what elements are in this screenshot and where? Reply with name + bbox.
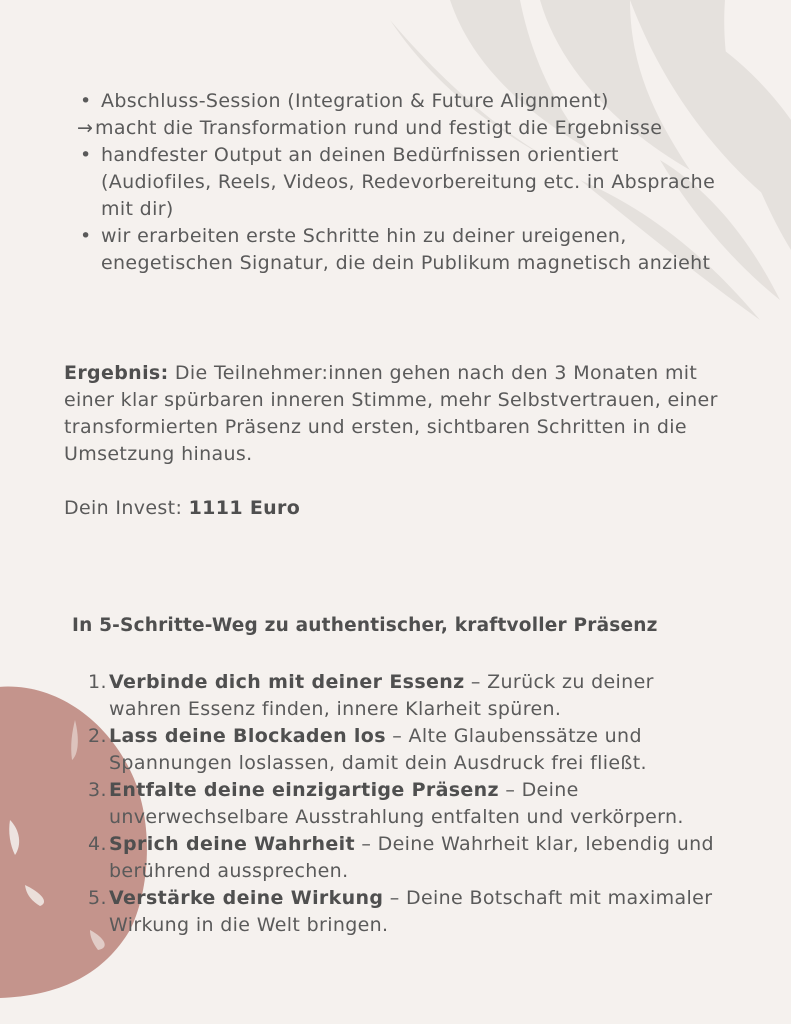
step-text: – Deine Wahrheit klar, lebendig und berührend aussprechen. <box>109 833 714 882</box>
list-item <box>88 723 728 777</box>
step-number: 3. <box>88 779 107 801</box>
list-item: • Abschluss-Session (Integration & Future Alignment) <box>80 88 720 115</box>
step-title: Verstärke deine Wirkung <box>109 887 384 909</box>
list-item: • handfester Output an deinen Bedürfnissen orientiert (Audiofiles, Reels, Videos, Redevorbereitung etc. in Absprache mit dir) <box>80 144 716 220</box>
list-item: • wir erarbeiten erste Schritte hin zu deiner ureigenen, enegetischen Signatur, die dein Publikum magnetisch anzieht <box>80 225 711 274</box>
result-text: Die Teilnehmer:innen gehen nach den 3 Monaten mit einer klar spürbaren inneren Stimme, mehr Selbstvertrauen, einer transformierten Präsenz und ersten, sichtbaren Schritten in die Umsetzung hinaus. <box>64 362 718 465</box>
step-title: Verbinde dich mit deiner Essenz <box>109 671 465 693</box>
feature-list <box>77 88 720 277</box>
step-number: 2. <box>88 725 107 747</box>
steps-list <box>88 669 728 939</box>
list-item <box>88 669 728 723</box>
step-text: – Zurück zu deiner wahren Essenz finden, innere Klarheit spüren. <box>109 671 654 720</box>
list-item <box>88 777 728 831</box>
steps-heading: In 5-Schritte-Weg zu authentischer, kraftvoller Präsenz <box>72 615 658 636</box>
bullet-icon: • <box>80 90 92 112</box>
list-item <box>88 831 728 885</box>
result-label: Ergebnis: <box>64 362 169 384</box>
step-text: – Alte Glaubenssätze und Spannungen loslassen, damit dein Ausdruck frei fließt. <box>109 725 647 774</box>
invest-line <box>64 495 664 522</box>
bullet-icon: • <box>80 144 92 166</box>
invest-value: 1111 Euro <box>188 497 301 519</box>
list-item <box>88 885 728 939</box>
result-paragraph <box>64 360 724 468</box>
step-text: – Deine Botschaft mit maximaler Wirkung in die Welt bringen. <box>109 887 713 936</box>
list-item: → macht die Transformation rund und festigt die Ergebnisse <box>77 115 720 142</box>
arrow-right-icon: → <box>77 117 94 139</box>
step-number: 1. <box>88 671 107 693</box>
step-title: Entfalte deine einzigartige Präsenz <box>109 779 499 801</box>
step-number: 4. <box>88 833 107 855</box>
step-title: Lass deine Blockaden los <box>109 725 386 747</box>
bullet-icon: • <box>80 225 92 247</box>
step-text: – Deine unverwechselbare Ausstrahlung entfalten und verkörpern. <box>109 779 684 828</box>
step-number: 5. <box>88 887 107 909</box>
invest-label: Dein Invest: <box>64 497 189 519</box>
step-title: Sprich deine Wahrheit <box>109 833 355 855</box>
